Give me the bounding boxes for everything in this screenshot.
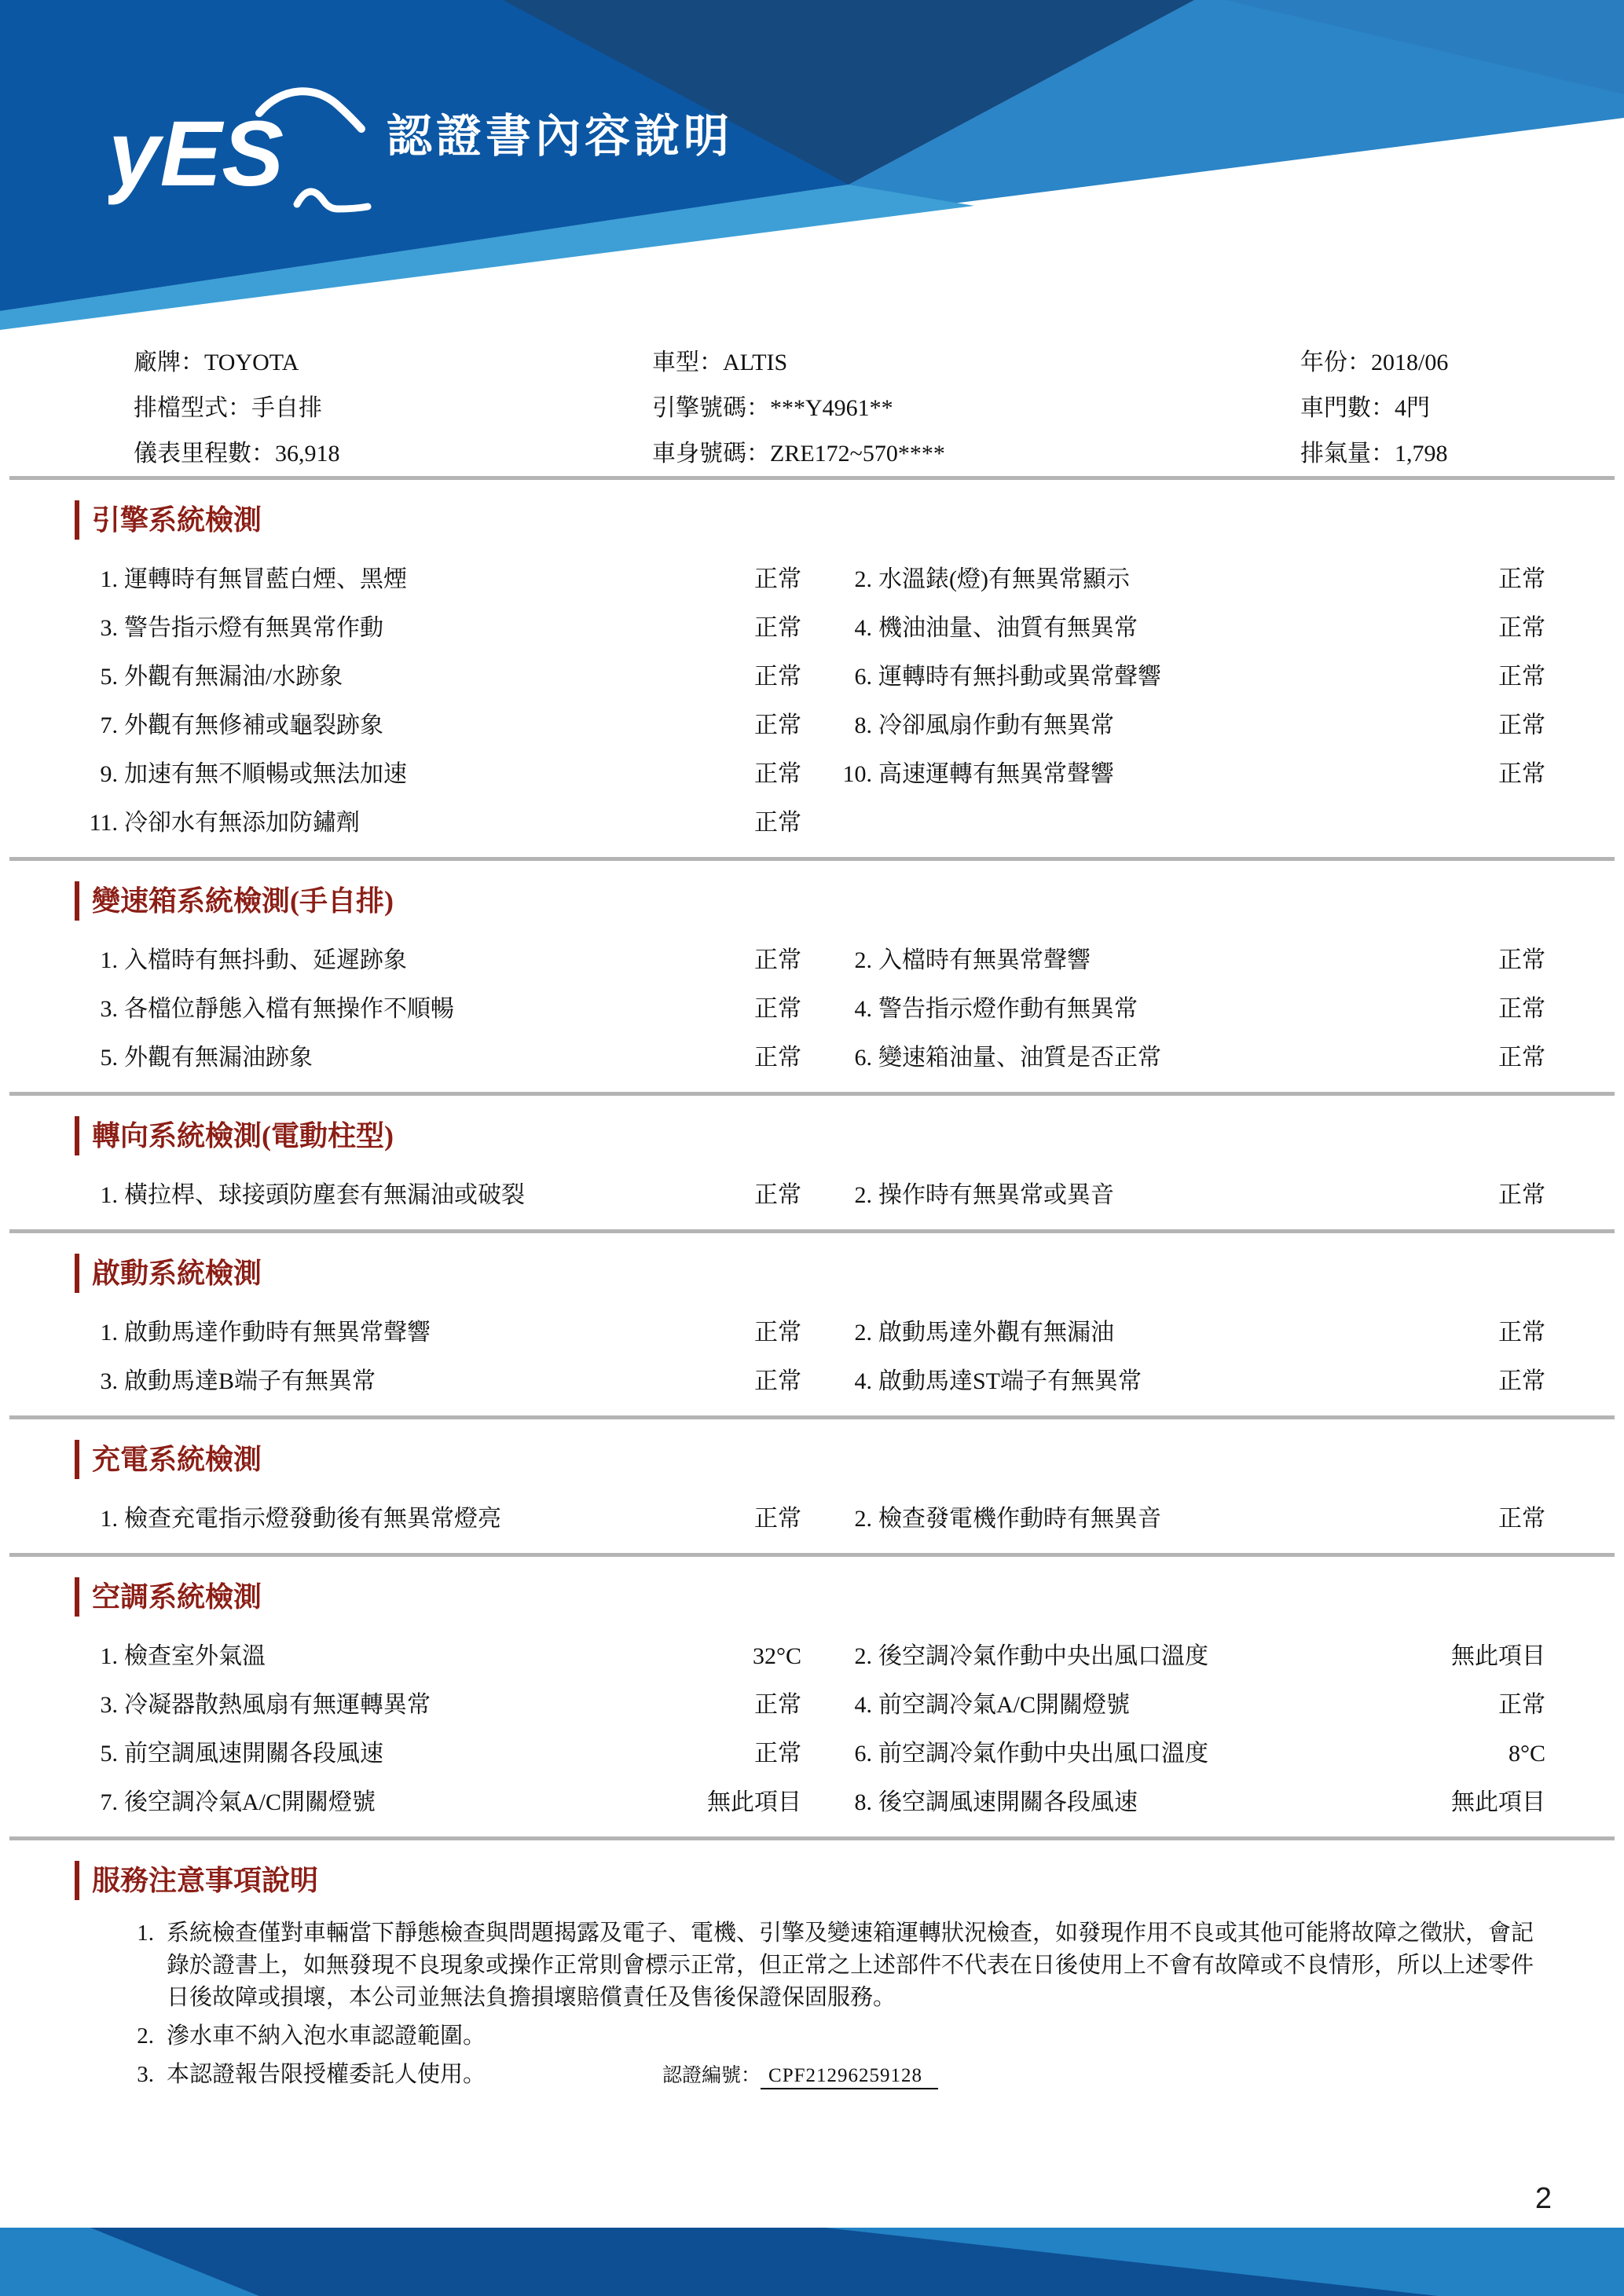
item-label: 警告指示燈作動有無異常	[878, 996, 1138, 1022]
divider	[9, 476, 1615, 480]
item-label: 外觀有無修補或龜裂跡象	[124, 712, 383, 738]
inspection-item	[75, 1734, 801, 1768]
section-title: 轉向系統檢測(電動柱型)	[75, 1116, 1624, 1155]
section-title: 引擎系統檢測	[75, 500, 1624, 540]
certificate-number-value: CPF21296259128	[761, 2065, 938, 2089]
inspection-item	[829, 1734, 1545, 1768]
inspection-item	[75, 608, 801, 643]
item-status: 正常	[1498, 712, 1545, 738]
item-status: 正常	[1498, 947, 1545, 973]
inspection-row	[75, 933, 1624, 982]
section-rows	[75, 1629, 1624, 1824]
item-label: 啟動馬達B端子有無異常	[124, 1368, 376, 1394]
inspection-item	[829, 705, 1545, 740]
info-value: TOYOTA	[204, 350, 299, 375]
inspection-item	[75, 1636, 801, 1671]
section-rows	[75, 1168, 1624, 1217]
vehicle-info-field	[1300, 391, 1624, 426]
info-label: 引擎號碼：	[652, 395, 770, 421]
item-label: 運轉時有無冒藍白煙、黑煙	[124, 566, 407, 592]
item-label: 冷卻水有無添加防鏽劑	[124, 810, 360, 836]
item-label: 機油油量、油質有無異常	[878, 615, 1138, 641]
vehicle-info-field	[652, 391, 1300, 426]
item-number: 1.	[100, 1506, 118, 1532]
section-rows	[75, 1305, 1624, 1403]
note-text: 系統檢查僅對車輛當下靜態檢查與問題揭露及電子、電機、引擎及變速箱運轉狀況檢查，如發現作用不良或其他可能將故障之徵狀，會記錄於證書上，如無發現不良現象或操作正常則會標示正常，但正常之上述部件不代表在日後使用上不會有故障或不良情形，所以上述零件日後故障或損壞，本公司並無法負擔損壞賠償責任及售後保證保固服務。	[167, 1921, 1534, 2010]
footer-art	[0, 2228, 1624, 2296]
item-status: 正常	[1498, 566, 1545, 592]
item-status: 正常	[754, 1320, 801, 1346]
inspection-row	[75, 698, 1624, 747]
section-service-notes	[0, 1861, 1624, 2100]
inspection-row	[75, 1168, 1624, 1217]
section-title: 充電系統檢測	[75, 1440, 1624, 1479]
inspection-item	[75, 803, 801, 837]
item-number: 5.	[100, 1741, 118, 1767]
info-value: ***Y4961**	[770, 395, 893, 421]
item-status: 正常	[1498, 1320, 1545, 1346]
item-status: 正常	[1498, 1692, 1545, 1718]
vehicle-info	[0, 330, 1624, 476]
item-number: 10.	[842, 761, 872, 787]
item-number: 2.	[854, 1643, 872, 1669]
inspection-row	[75, 1305, 1624, 1354]
note-text: 本認證報告限授權委託人使用。	[167, 2062, 486, 2087]
item-status: 正常	[754, 566, 801, 592]
inspection-item	[75, 1175, 801, 1210]
item-number: 2.	[854, 1506, 872, 1532]
item-number: 2.	[854, 566, 872, 592]
inspection-row	[75, 1678, 1624, 1727]
item-number: 5.	[100, 1045, 118, 1071]
certificate-number	[662, 2060, 938, 2092]
page-footer	[0, 2228, 1624, 2296]
item-status: 正常	[1498, 1506, 1545, 1532]
note-item	[118, 2059, 1624, 2092]
item-status: 32°C	[752, 1643, 801, 1669]
inspection-row	[75, 796, 1624, 844]
inspection-item	[829, 1499, 1545, 1533]
item-status: 無此項目	[707, 1789, 801, 1815]
info-label: 車門數：	[1300, 395, 1395, 421]
info-label: 廠牌：	[134, 350, 204, 375]
vehicle-info-field	[652, 437, 1300, 471]
item-label: 入檔時有無異常聲響	[878, 947, 1091, 973]
item-status: 正常	[1498, 615, 1545, 641]
item-status: 正常	[754, 947, 801, 973]
section-title: 啟動系統檢測	[75, 1254, 1624, 1293]
section-steering	[0, 1116, 1624, 1229]
info-label: 車型：	[652, 350, 723, 375]
inspection-item	[829, 657, 1545, 691]
page-number: 2	[1534, 2182, 1552, 2215]
page-title: 認證書內容說明	[387, 111, 734, 162]
item-status: 8°C	[1508, 1741, 1545, 1767]
vehicle-info-field	[652, 346, 1300, 380]
info-label: 排檔型式：	[134, 395, 251, 421]
item-status: 正常	[754, 1368, 801, 1394]
item-number: 4.	[854, 615, 872, 641]
section-engine	[0, 500, 1624, 857]
section-transmission	[0, 881, 1624, 1092]
item-label: 各檔位靜態入檔有無操作不順暢	[124, 996, 454, 1022]
item-number: 11.	[89, 810, 118, 836]
inspection-sections	[0, 476, 1624, 1840]
item-label: 前空調冷氣A/C開關燈號	[878, 1692, 1131, 1718]
item-number: 1.	[100, 1320, 118, 1346]
section-rows	[75, 552, 1624, 844]
item-number: 8.	[854, 1789, 872, 1815]
item-label: 後空調風速開關各段風速	[878, 1789, 1138, 1815]
item-number: 8.	[854, 712, 872, 738]
item-label: 操作時有無異常或異音	[878, 1182, 1114, 1208]
item-number: 2.	[854, 1320, 872, 1346]
section-charging	[0, 1440, 1624, 1553]
inspection-item	[75, 657, 801, 691]
item-label: 水溫錶(燈)有無異常顯示	[878, 566, 1130, 592]
item-label: 啟動馬達外觀有無漏油	[878, 1320, 1114, 1346]
info-label: 年份：	[1300, 350, 1371, 375]
item-status: 無此項目	[1451, 1643, 1545, 1669]
item-label: 後空調冷氣A/C開關燈號	[124, 1789, 376, 1815]
info-value: ZRE172~570****	[770, 441, 945, 467]
item-number: 6.	[854, 1045, 872, 1071]
item-label: 檢查充電指示燈發動後有無異常燈亮	[124, 1506, 501, 1532]
item-status: 正常	[754, 810, 801, 836]
item-number: 2.	[854, 947, 872, 973]
inspection-item	[829, 1685, 1545, 1719]
inspection-row	[75, 747, 1624, 796]
item-number: 4.	[854, 1368, 872, 1394]
vehicle-info-field	[1300, 437, 1624, 471]
vehicle-info-field	[1300, 346, 1624, 380]
inspection-item	[75, 1782, 801, 1817]
item-number: 6.	[854, 664, 872, 690]
inspection-item	[829, 1636, 1545, 1671]
item-label: 後空調冷氣作動中央出風口溫度	[878, 1643, 1208, 1669]
info-value: 36,918	[275, 441, 340, 467]
item-status: 正常	[754, 1506, 801, 1532]
section-title: 空調系統檢測	[75, 1577, 1624, 1617]
item-label: 外觀有無漏油跡象	[124, 1045, 313, 1071]
item-status: 正常	[1498, 1368, 1545, 1394]
item-status: 正常	[754, 1182, 801, 1208]
item-status: 正常	[754, 1045, 801, 1071]
section-aircon	[0, 1577, 1624, 1836]
logo-text: yES	[108, 102, 284, 206]
item-status: 正常	[1498, 761, 1545, 787]
item-number: 1.	[100, 1643, 118, 1669]
note-text: 滲水車不納入泡水車認證範圍。	[167, 2023, 486, 2049]
inspection-row	[75, 1492, 1624, 1540]
item-number: 3.	[100, 615, 118, 641]
inspection-item	[75, 940, 801, 975]
inspection-row	[75, 601, 1624, 650]
inspection-row	[75, 982, 1624, 1031]
item-number: 9.	[100, 761, 118, 787]
item-label: 檢查室外氣溫	[124, 1643, 266, 1669]
info-label: 儀表里程數：	[134, 441, 275, 467]
inspection-item	[829, 989, 1545, 1023]
page-header	[0, 0, 1624, 330]
item-number: 7.	[100, 712, 118, 738]
inspection-row	[75, 1354, 1624, 1403]
inspection-item	[829, 1038, 1545, 1072]
item-number: 1.	[100, 947, 118, 973]
item-number: 3.	[100, 1368, 118, 1394]
divider	[9, 857, 1615, 861]
item-number: 1.	[100, 566, 118, 592]
item-label: 運轉時有無抖動或異常聲響	[878, 664, 1161, 690]
item-label: 冷卻風扇作動有無異常	[878, 712, 1114, 738]
inspection-item	[829, 1361, 1545, 1396]
note-list	[118, 1917, 1624, 2092]
item-status: 正常	[1498, 664, 1545, 690]
inspection-row	[75, 650, 1624, 698]
inspection-item	[75, 989, 801, 1023]
item-label: 啟動馬達ST端子有無異常	[878, 1368, 1142, 1394]
info-value: 1,798	[1395, 441, 1448, 467]
item-label: 前空調風速開關各段風速	[124, 1741, 383, 1767]
note-item	[118, 1917, 1624, 2014]
inspection-item	[75, 1313, 801, 1347]
item-status: 正常	[754, 664, 801, 690]
inspection-item	[75, 1038, 801, 1072]
info-value: 手自排	[251, 395, 322, 421]
item-status: 正常	[754, 1741, 801, 1767]
divider	[9, 1229, 1615, 1233]
inspection-item	[829, 1782, 1545, 1817]
item-status: 無此項目	[1451, 1789, 1545, 1815]
section-rows	[75, 933, 1624, 1079]
item-label: 橫拉桿、球接頭防塵套有無漏油或破裂	[124, 1182, 525, 1208]
note-number: 1.	[137, 1921, 154, 1946]
inspection-item	[75, 754, 801, 789]
section-starter	[0, 1254, 1624, 1415]
item-number: 3.	[100, 1692, 118, 1718]
inspection-row	[75, 1031, 1624, 1079]
inspection-item	[75, 1361, 801, 1396]
yes-logo	[108, 77, 376, 234]
item-number: 5.	[100, 664, 118, 690]
inspection-item	[829, 1313, 1545, 1347]
info-label: 車身號碼：	[652, 441, 770, 467]
item-label: 啟動馬達作動時有無異常聲響	[124, 1320, 431, 1346]
section-rows	[75, 1492, 1624, 1540]
item-number: 3.	[100, 996, 118, 1022]
item-label: 警告指示燈有無異常作動	[124, 615, 383, 641]
info-value: 4門	[1395, 395, 1430, 421]
item-status: 正常	[1498, 1182, 1545, 1208]
divider	[9, 1553, 1615, 1557]
vehicle-info-grid	[134, 346, 1624, 471]
item-status: 正常	[754, 1692, 801, 1718]
item-number: 4.	[854, 1692, 872, 1718]
item-status: 正常	[1498, 996, 1545, 1022]
inspection-item	[829, 940, 1545, 975]
vehicle-info-field	[134, 437, 652, 471]
item-label: 前空調冷氣作動中央出風口溫度	[878, 1741, 1208, 1767]
item-number: 6.	[854, 1741, 872, 1767]
item-label: 入檔時有無抖動、延遲跡象	[124, 947, 407, 973]
info-value: ALTIS	[723, 350, 788, 375]
inspection-item	[829, 559, 1545, 594]
divider	[9, 1836, 1615, 1840]
item-number: 1.	[100, 1182, 118, 1208]
inspection-row	[75, 1629, 1624, 1678]
section-title: 變速箱系統檢測(手自排)	[75, 881, 1624, 921]
item-label: 外觀有無漏油/水跡象	[124, 664, 343, 690]
info-label: 排氣量：	[1300, 441, 1395, 467]
inspection-item	[75, 1685, 801, 1719]
inspection-item	[75, 1499, 801, 1533]
vehicle-info-field	[134, 391, 652, 426]
divider	[9, 1415, 1615, 1419]
item-status: 正常	[754, 712, 801, 738]
note-number: 2.	[137, 2023, 154, 2049]
certificate-number-label: 認證編號：	[662, 2065, 761, 2086]
inspection-item	[829, 608, 1545, 643]
section-title: 服務注意事項說明	[75, 1861, 1624, 1900]
inspection-row	[75, 552, 1624, 601]
item-status: 正常	[754, 996, 801, 1022]
divider	[9, 1092, 1615, 1096]
item-label: 加速有無不順暢或無法加速	[124, 761, 407, 787]
note-item	[118, 2020, 1624, 2052]
inspection-row	[75, 1775, 1624, 1824]
item-status: 正常	[754, 615, 801, 641]
item-label: 高速運轉有無異常聲響	[878, 761, 1114, 787]
item-label: 變速箱油量、油質是否正常	[878, 1045, 1161, 1071]
item-status: 正常	[754, 761, 801, 787]
note-number: 3.	[137, 2062, 154, 2087]
inspection-item	[829, 1175, 1545, 1210]
info-value: 2018/06	[1371, 350, 1449, 375]
item-number: 7.	[100, 1789, 118, 1815]
inspection-row	[75, 1727, 1624, 1775]
item-label: 冷凝器散熱風扇有無運轉異常	[124, 1692, 431, 1718]
item-number: 2.	[854, 1182, 872, 1208]
inspection-item	[75, 705, 801, 740]
item-number: 4.	[854, 996, 872, 1022]
inspection-item	[829, 754, 1545, 789]
item-status: 正常	[1498, 1045, 1545, 1071]
vehicle-info-field	[134, 346, 652, 380]
inspection-item	[75, 559, 801, 594]
item-label: 檢查發電機作動時有無異音	[878, 1506, 1161, 1532]
